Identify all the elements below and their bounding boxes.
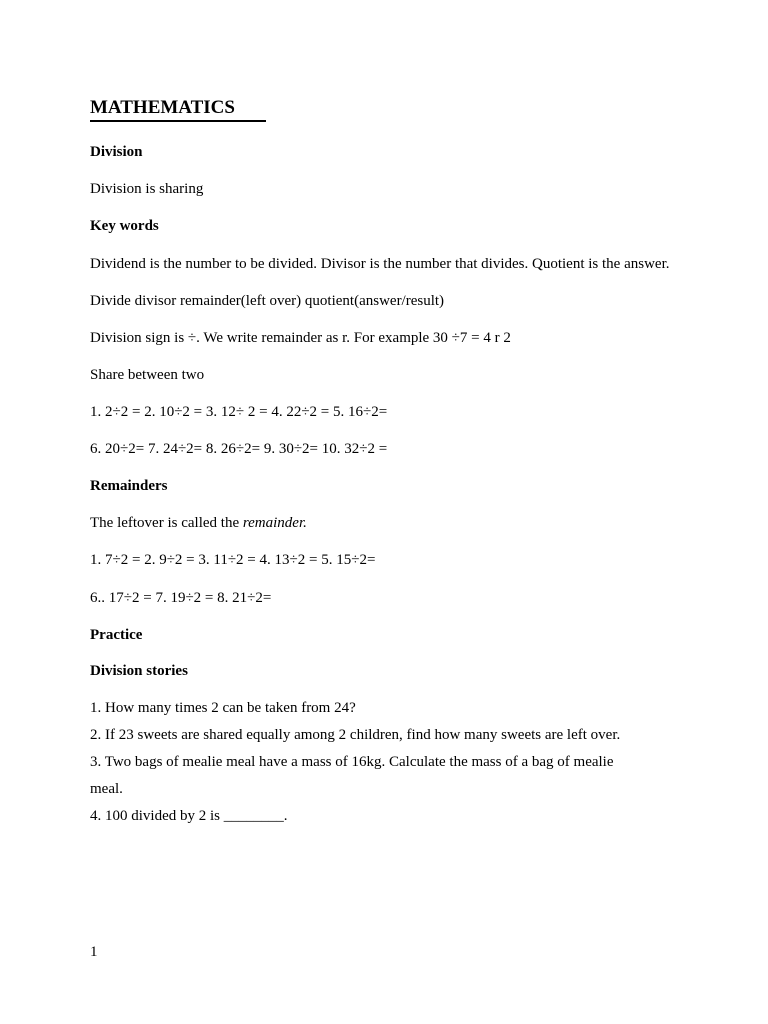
remainder-exercise-row-1: 1. 7÷2 = 2. 9÷2 = 3. 11÷2 = 4. 13÷2 = 5. 15÷2= [90, 552, 376, 568]
keywords-heading: Key words [90, 218, 159, 234]
practice-heading: Practice [90, 627, 143, 643]
story-item-4: 4. 100 divided by 2 is ________. [90, 808, 288, 824]
story-item-3-continued: meal. [90, 781, 123, 797]
remainder-term: remainder. [242, 515, 307, 531]
keywords-list: Divide divisor remainder(left over) quotient(answer/result) [90, 293, 445, 309]
division-heading: Division [90, 144, 143, 160]
remainder-definition [90, 513, 307, 533]
remainder-exercise-row-2: 6.. 17÷2 = 7. 19÷2 = 8. 21÷2= [90, 590, 272, 606]
story-item-1: 1. How many times 2 can be taken from 24? [90, 700, 356, 716]
share-heading: Share between two [90, 367, 205, 383]
page-title: MATHEMATICS [90, 96, 266, 122]
keywords-definition: Dividend is the number to be divided. Divisor is the number that divides. Quotient is the answer. [90, 256, 670, 272]
remainder-definition-text: The leftover is called the [90, 515, 243, 531]
story-item-3: 3. Two bags of mealie meal have a mass of 16kg. Calculate the mass of a bag of mealie [90, 754, 614, 770]
stories-heading: Division stories [90, 663, 188, 679]
page-number: 1 [90, 944, 98, 960]
story-item-2: 2. If 23 sweets are shared equally among 2 children, find how many sweets are left over. [90, 727, 621, 743]
share-exercise-row-2: 6. 20÷2= 7. 24÷2= 8. 26÷2= 9. 30÷2= 10. 32÷2 = [90, 441, 388, 457]
remainders-heading: Remainders [90, 478, 168, 494]
share-exercise-row-1: 1. 2÷2 = 2. 10÷2 = 3. 12÷ 2 = 4. 22÷2 = 5. 16÷2= [90, 404, 388, 420]
division-text: Division is sharing [90, 181, 204, 197]
division-sign-explanation: Division sign is ÷. We write remainder as r. For example 30 ÷7 = 4 r 2 [90, 330, 511, 346]
